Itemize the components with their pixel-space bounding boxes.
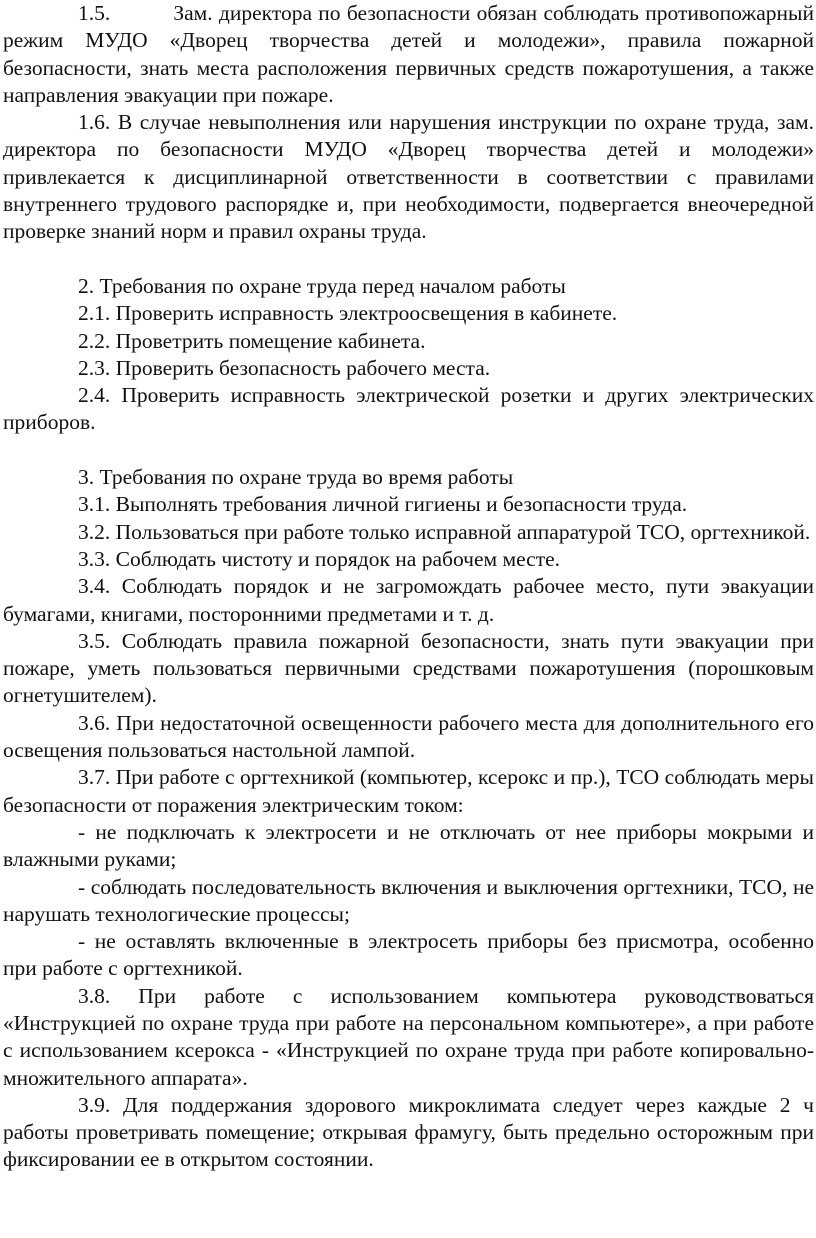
paragraph-3-5: 3.5. Соблюдать правила пожарной безопасности, знать пути эвакуации при пожаре, уметь пользоваться первичными средствами пожаротушения (порошковым огнетушителем). xyxy=(3,628,814,708)
list-item-dash-1: - не подключать к электросети и не отключать от нее приборы мокрыми и влажными руками; xyxy=(3,819,814,872)
paragraph-3-9: 3.9. Для поддержания здорового микроклимата следует через каждые 2 ч работы проветривать помещение; открывая фрамугу, быть предельно осторожным при фиксировании ее в открытом состоянии. xyxy=(3,1092,814,1172)
section-2-heading: 2. Требования по охране труда перед началом работы xyxy=(78,273,566,298)
spacer xyxy=(3,437,814,464)
paragraph-2-4: 2.4. Проверить исправность электрической розетки и других электрических приборов. xyxy=(3,383,814,435)
paragraph-3-1: 3.1. Выполнять требования личной гигиены и безопасности труда. xyxy=(78,492,688,517)
list-item-dash-2: - соблюдать последовательность включения и выключения оргтехники, ТСО, не нарушать технологические процессы; xyxy=(3,874,814,926)
paragraph-3-2: 3.2. Пользоваться при работе только исправной аппаратурой ТСО, оргтехникой. xyxy=(78,519,811,544)
paragraph-3-7: 3.7. При работе с оргтехникой (компьютер, ксерокс и пр.), ТСО соблюдать меры безопасности от поражения электрическим током: xyxy=(3,765,814,817)
paragraph-1-6: 1.6. В случае невыполнения или нарушения инструкции по охране труда, зам. директора по безопасности МУДО «Дворец творчества детей и молодежи» привлекается к дисциплинарной ответственности в соответствии с правилами внутреннего трудового распорядке и, при необходимости, подвергается внеочередной проверке знаний норм и правил охраны труда. xyxy=(3,110,814,244)
paragraph-3-3: 3.3. Соблюдать чистоту и порядок на рабочем месте. xyxy=(78,546,561,571)
paragraph-2-3: 2.3. Проверить безопасность рабочего места. xyxy=(78,355,491,380)
paragraph-2-2: 2.2. Проветрить помещение кабинета. xyxy=(78,328,426,353)
spacer xyxy=(3,246,814,273)
section-3-heading: 3. Требования по охране труда во время работы xyxy=(78,465,514,490)
paragraph-3-8: 3.8. При работе с использованием компьютера руководствоваться «Инструкцией по охране труда при работе на персональном компьютере», а при работе с использованием ксерокса - «Инструкцией по охране труда при работе копировально-множительного аппарата». xyxy=(3,983,814,1090)
list-item-dash-3: - не оставлять включенные в электросеть приборы без присмотра, особенно при работе с оргтехникой. xyxy=(3,929,814,981)
paragraph-3-4: 3.4. Соблюдать порядок и не загромождать рабочее место, пути эвакуации бумагами, книгами, посторонними предметами и т. д. xyxy=(3,574,814,626)
paragraph-1-5: 1.5. Зам. директора по безопасности обязан соблюдать противопожарный режим МУДО «Дворец творчества детей и молодежи», правила пожарной безопасности, знать места расположения первичных средств пожаротушения, а также направления эвакуации при пожаре. xyxy=(3,1,814,107)
paragraph-2-1: 2.1. Проверить исправность электроосвещения в кабинете. xyxy=(78,301,618,326)
paragraph-3-6: 3.6. При недостаточной освещенности рабочего места для дополнительного его освещения пользоваться настольной лампой. xyxy=(3,710,814,763)
